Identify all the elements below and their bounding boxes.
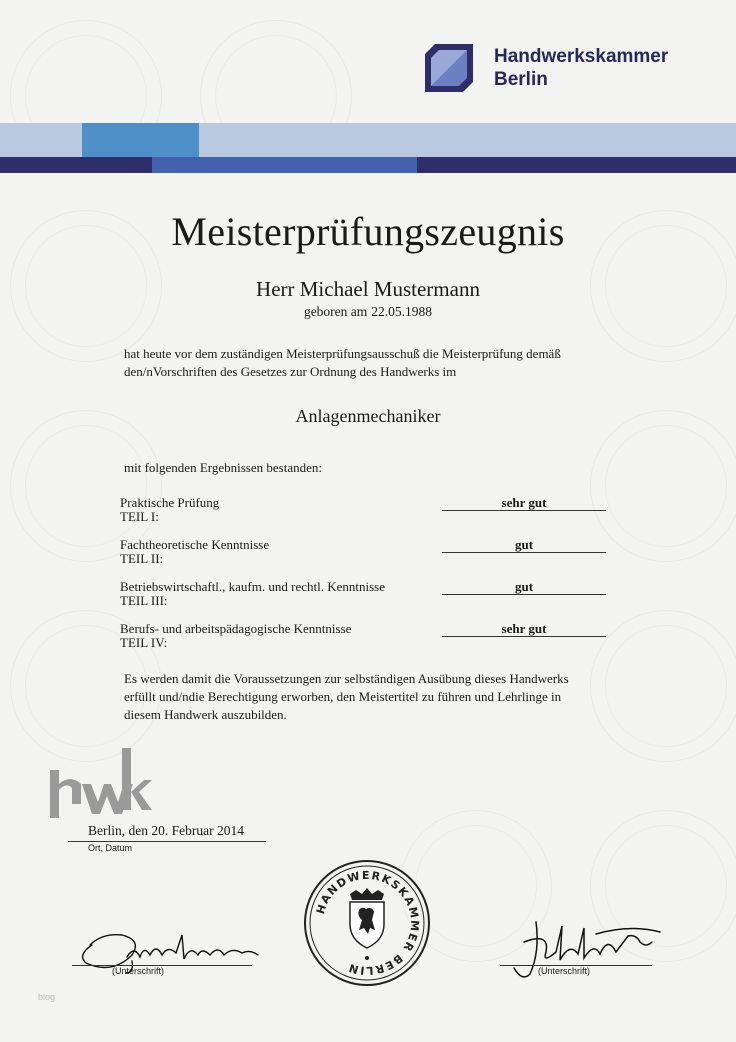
result-part: TEIL I: bbox=[120, 509, 159, 524]
conclusion-paragraph bbox=[124, 670, 644, 724]
hwk-logo-icon bbox=[48, 748, 152, 820]
result-grade: gut bbox=[514, 537, 534, 552]
result-row bbox=[120, 621, 610, 655]
place-date-line bbox=[68, 841, 266, 842]
intro-line: hat heute vor dem zuständigen Meisterprüfungsausschuß die Meisterprüfung demäß bbox=[124, 346, 561, 361]
header-band-navy-left bbox=[0, 157, 152, 173]
result-part: TEIL II: bbox=[120, 551, 164, 566]
header-band-blue-middle bbox=[152, 157, 417, 173]
watermark-circle bbox=[590, 410, 736, 562]
result-underline bbox=[442, 636, 606, 637]
signature-caption-right: (Unterschrift) bbox=[538, 966, 591, 976]
intro-paragraph bbox=[124, 345, 644, 381]
result-grade: sehr gut bbox=[501, 495, 547, 510]
result-row bbox=[120, 579, 610, 613]
watermark-corner-text: blog bbox=[38, 992, 56, 1002]
holder-name: Herr Michael Mustermann bbox=[256, 277, 480, 301]
result-label: Praktische Prüfung bbox=[120, 495, 220, 510]
chamber-name-line1: Handwerkskammer bbox=[494, 46, 669, 67]
chamber-logo-icon bbox=[425, 44, 473, 92]
place-date-caption: Ort, Datum bbox=[88, 843, 133, 853]
place-date: Berlin, den 20. Februar 2014 bbox=[88, 823, 244, 838]
conclusion-line: Es werden damit die Voraussetzungen zur selbständigen Ausübung dieses Handwerks bbox=[124, 671, 569, 686]
certificate-title: Meisterprüfungszeugnis bbox=[171, 209, 565, 254]
intro-line: den/nVorschriften des Gesetzes zur Ordnung des Handwerks im bbox=[124, 364, 457, 379]
birth-info bbox=[0, 304, 736, 320]
conclusion-line: diesem Handwerk auszubilden. bbox=[124, 707, 287, 722]
header-band-accent bbox=[82, 123, 199, 157]
conclusion-line: erfüllt und/ndie Berechtigung erworben, den Meistertitel zu führen und Lehrlinge in bbox=[124, 689, 562, 704]
result-label: Fachtheoretische Kenntnisse bbox=[120, 537, 270, 552]
official-seal-icon bbox=[302, 858, 432, 988]
chamber-name-line2: Berlin bbox=[494, 69, 548, 90]
chamber-name bbox=[494, 45, 668, 91]
result-underline bbox=[442, 552, 606, 553]
result-underline bbox=[442, 510, 606, 511]
result-label: Berufs- und arbeitspädagogische Kenntnisse bbox=[120, 621, 352, 636]
result-part: TEIL III: bbox=[120, 593, 168, 608]
result-row bbox=[120, 537, 610, 571]
result-row bbox=[120, 495, 610, 529]
header-band-navy-right bbox=[417, 157, 736, 173]
result-label: Betriebswirtschaftl., kaufm. und rechtl. Kenntnisse bbox=[120, 579, 385, 594]
trade-name: Anlagenmechaniker bbox=[295, 406, 441, 426]
result-underline bbox=[442, 594, 606, 595]
signature-caption-left: (Unterschrift) bbox=[112, 966, 165, 976]
result-part: TEIL IV: bbox=[120, 635, 168, 650]
birth-label: geboren am bbox=[303, 304, 368, 319]
result-grade: sehr gut bbox=[501, 621, 547, 636]
svg-text:HANDWERKSKAMMER BERLIN: HANDWERKSKAMMER BERLIN bbox=[313, 868, 422, 978]
signature-left-icon bbox=[72, 915, 262, 975]
result-grade: gut bbox=[514, 579, 534, 594]
results-intro: mit folgenden Ergebnissen bestanden: bbox=[124, 460, 322, 475]
birth-date: 22.05.1988 bbox=[371, 304, 433, 319]
